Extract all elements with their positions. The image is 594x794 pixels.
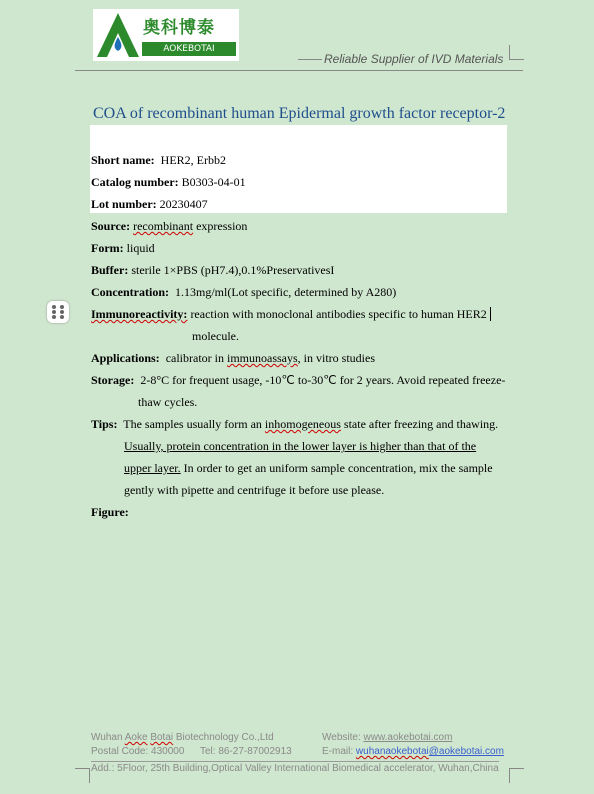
footer-corner-left [75, 768, 90, 783]
footer-company: Wuhan Aoke Botai Biotechnology Co.,Ltd [91, 732, 274, 743]
drag-handle-icon[interactable] [47, 301, 69, 323]
company-logo [93, 9, 239, 61]
footer-postal: Postal Code: 430000 [91, 746, 185, 757]
concentration-row: Concentration: 1.13mg/ml(Lot specific, determined by A280) [91, 285, 397, 299]
email-link[interactable]: wuhanaokebotai [355, 746, 429, 757]
source-row: Source: recombinant expression [91, 219, 248, 233]
tips-line-3: upper layer. In order to get an uniform sample concentration, mix the sample [124, 461, 493, 475]
website-link[interactable]: www.aokebotai.com [363, 732, 453, 743]
logo-chinese-text: 奥科博泰 [143, 18, 215, 38]
footer-website: Website: www.aokebotai.com [322, 732, 453, 743]
logo-mark-icon [95, 11, 141, 59]
tips-line-2: Usually, protein concentration in the lower layer is higher than that of the [124, 439, 477, 453]
document-title: COA of recombinant human Epidermal growth factor receptor-2 [93, 105, 506, 122]
tips-line-4: gently with pipette and centrifuge it before use please. [124, 483, 385, 497]
header-divider [75, 70, 523, 71]
tips-row: Tips: The samples usually form an inhomogeneous state after freezing and thawing. [91, 417, 499, 431]
corner-mark [509, 45, 524, 60]
applications-row: Applications: calibrator in immunoassays, in vitro studies [91, 351, 376, 365]
email-domain-link[interactable]: @aokebotai.com [428, 746, 504, 757]
tagline [298, 52, 503, 66]
figure-label: Figure: [91, 505, 129, 519]
form-row: Form: liquid [91, 241, 155, 255]
short-name-row: Short name: HER2, Erbb2 [91, 153, 226, 167]
immunoreactivity-continuation: molecule. [192, 329, 239, 343]
lot-number-row: Lot number: 20230407 [91, 197, 208, 211]
buffer-row: Buffer: sterile 1×PBS (pH7.4),0.1%PreservativesI [91, 263, 335, 277]
footer-address: Add.: 5Floor, 25th Building,Optical Valley International Biomedical accelerator, Wuhan,China [91, 763, 499, 774]
tagline-text: Reliable Supplier of IVD Materials [324, 52, 504, 66]
footer-corner-right [509, 768, 524, 783]
catalog-number-row: Catalog number: B0303-04-01 [91, 175, 246, 189]
storage-row: Storage: 2-8°C for frequent usage, -10℃ to-30℃ for 2 years. Avoid repeated freeze- [91, 373, 506, 387]
footer-tel: Tel: 86-27-87002913 [200, 746, 292, 757]
immunoreactivity-row: Immunoreactivity: reaction with monoclonal antibodies specific to human HER2 [91, 307, 491, 322]
logo-english-text: AOKEBOTAI [142, 42, 236, 56]
footer-email: E-mail: wuhanaokebotai@aokebotai.com [322, 746, 504, 757]
storage-continuation: thaw cycles. [138, 395, 198, 409]
